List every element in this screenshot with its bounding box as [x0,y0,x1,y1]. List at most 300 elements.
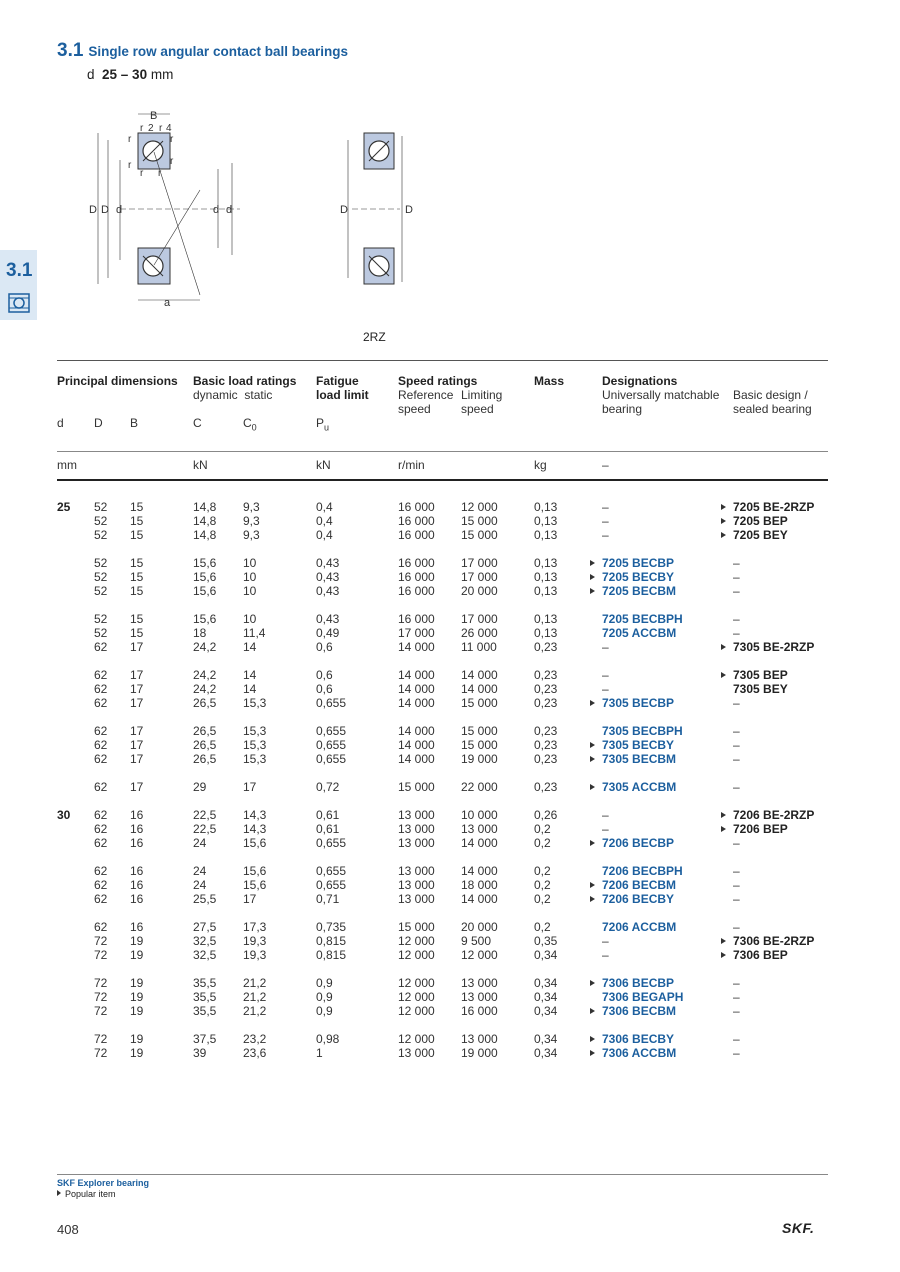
designation-basic: – [733,738,740,752]
cell-c: 15,6 [193,612,217,626]
designation-basic: – [733,570,740,584]
cell-ref: 16 000 [398,528,435,542]
cell-lim: 15 000 [461,528,498,542]
cell-d: 52 [94,556,108,570]
designation-matchable[interactable]: 7306 BECBP [590,976,674,990]
popular-marker-icon [721,812,726,818]
sym-C: C [193,416,202,430]
skf-logo: SKF. [782,1220,815,1236]
cell-pu: 0,655 [316,738,347,752]
cell-b: 17 [130,780,144,794]
cell-lim: 12 000 [461,500,498,514]
cell-c0: 19,3 [243,934,267,948]
popular-marker-icon [590,1008,595,1014]
cell-pu: 0,98 [316,1032,340,1046]
cell-c: 24 [193,836,207,850]
designation-basic[interactable]: 7306 BE-2RZP [721,934,814,948]
popular-marker-icon [721,938,726,944]
cell-c0: 21,2 [243,1004,267,1018]
cell-ref: 14 000 [398,682,435,696]
cell-ref: 13 000 [398,864,435,878]
cell-mass: 0,2 [534,920,551,934]
cell-b: 17 [130,752,144,766]
cell-ref: 15 000 [398,920,435,934]
popular-marker-icon [590,840,595,846]
cell-b: 15 [130,584,144,598]
sym-d: d [57,416,64,430]
cell-c: 39 [193,1046,207,1060]
designation-matchable[interactable]: 7305 BECBP [590,696,674,710]
designation-basic[interactable]: 7305 BEP [721,668,788,682]
cell-b: 17 [130,668,144,682]
cell-d: 62 [94,822,108,836]
cell-c: 35,5 [193,976,217,990]
cell-c0: 23,2 [243,1032,267,1046]
cell-b: 17 [130,682,144,696]
svg-text:r: r [170,156,174,167]
designation-basic[interactable]: 7305 BE-2RZP [721,640,814,654]
cell-c: 26,5 [193,696,217,710]
cell-c0: 15,6 [243,878,267,892]
designation-basic: – [733,892,740,906]
cell-mass: 0,26 [534,808,558,822]
cell-c: 15,6 [193,570,217,584]
header-fatigue: Fatigue load limit [316,374,369,402]
cell-lim: 13 000 [461,1032,498,1046]
designation-matchable[interactable]: 7205 ACCBM [602,626,677,640]
designation-matchable[interactable]: 7306 BECBY [590,1032,674,1046]
cell-lim: 14 000 [461,864,498,878]
cell-c0: 10 [243,570,257,584]
cell-c: 22,5 [193,822,217,836]
cell-pu: 0,72 [316,780,340,794]
cell-c: 37,5 [193,1032,217,1046]
bearing-section-icon [7,291,31,320]
cell-b: 17 [130,696,144,710]
page-header [57,40,348,82]
cell-mass: 0,34 [534,1032,558,1046]
cell-c: 24,2 [193,640,217,654]
cell-d: 62 [94,696,108,710]
cell-d: 72 [94,1004,108,1018]
designation-basic[interactable]: 7306 BEP [721,948,788,962]
subtitle [87,67,348,82]
cell-c0: 9,3 [243,528,260,542]
cell-ref: 14 000 [398,752,435,766]
cell-c0: 14 [243,668,257,682]
units-rule [57,451,828,452]
cell-ref: 13 000 [398,892,435,906]
cell-c: 24,2 [193,668,217,682]
popular-marker-icon [721,504,726,510]
designation-basic[interactable]: 7305 BEY [733,682,788,696]
cell-ref: 16 000 [398,556,435,570]
popular-marker-icon [590,784,595,790]
sym-C0: $C_0$ [243,416,257,433]
designation-basic[interactable]: 7205 BEP [721,514,788,528]
bearing-drawing [80,100,420,325]
svg-text:D: D [101,204,109,216]
cell-pu: 0,815 [316,948,347,962]
designation-matchable: – [602,934,609,948]
cell-lim: 16 000 [461,1004,498,1018]
cell-lim: 17 000 [461,570,498,584]
cell-lim: 17 000 [461,556,498,570]
header-bottom-rule [57,479,828,481]
cell-c: 24 [193,864,207,878]
cell-b: 15 [130,612,144,626]
cell-mass: 0,2 [534,878,551,892]
cell-ref: 14 000 [398,738,435,752]
popular-marker-icon [590,1050,595,1056]
cell-b: 19 [130,934,144,948]
header-principal: Principal dimensions [57,374,178,388]
cell-pu: 0,4 [316,528,333,542]
popular-marker-icon [590,560,595,566]
cell-c0: 21,2 [243,976,267,990]
cell-lim: 14 000 [461,668,498,682]
popular-marker-icon [590,896,595,902]
popular-marker-icon [590,742,595,748]
designation-basic: – [733,696,740,710]
header-designations: Designations Universally matchable bearing [602,374,720,416]
cell-ref: 12 000 [398,976,435,990]
designation-matchable[interactable]: 7206 BECBY [590,892,674,906]
cell-b: 16 [130,878,144,892]
cell-mass: 0,23 [534,682,558,696]
cell-c: 15,6 [193,584,217,598]
popular-marker-icon [590,588,595,594]
cell-c0: 9,3 [243,514,260,528]
cell-d: 72 [94,990,108,1004]
header-basic-load: Basic load ratings dynamic static [193,374,297,402]
designation-matchable[interactable]: 7206 BECBPH [602,864,683,878]
svg-text:a: a [164,297,171,309]
designation-basic[interactable]: 7205 BEY [721,528,788,542]
cell-pu: 0,6 [316,640,333,654]
cell-c0: 11,4 [243,626,266,640]
sym-Pu: $P_u$ [316,416,330,433]
designation-matchable[interactable]: 7305 BECBPH [602,724,683,738]
cell-c: 32,5 [193,934,217,948]
cell-c0: 14,3 [243,822,267,836]
designation-matchable[interactable]: 7305 ACCBM [590,780,676,794]
cell-c0: 17 [243,780,257,794]
cell-mass: 0,13 [534,514,558,528]
cell-lim: 19 000 [461,752,498,766]
cell-pu: 0,9 [316,990,333,1004]
cell-pu: 0,43 [316,612,340,626]
cell-pu: 0,4 [316,514,333,528]
sym-D: D [94,416,103,430]
cell-b: 15 [130,626,144,640]
cell-d: 52 [94,514,108,528]
cell-d: 52 [94,500,108,514]
cell-c0: 9,3 [243,500,260,514]
designation-matchable[interactable]: 7206 BECBP [590,836,674,850]
designation-basic: – [733,1046,740,1060]
designation-matchable[interactable]: 7306 BEGAPH [602,990,684,1004]
designation-matchable[interactable]: 7206 ACCBM [602,920,677,934]
svg-text:B: B [150,110,158,122]
cell-b: 17 [130,640,144,654]
cell-c0: 19,3 [243,948,267,962]
sym-B: B [130,416,139,430]
cell-d: 62 [94,780,108,794]
cell-d: 72 [94,948,108,962]
cell-c0: 23,6 [243,1046,267,1060]
cell-d: 62 [94,864,108,878]
cell-ref: 12 000 [398,948,435,962]
cell-pu: 0,9 [316,1004,333,1018]
designation-matchable: – [602,808,609,822]
designation-matchable[interactable]: 7305 BECBY [590,738,674,752]
cell-ref: 13 000 [398,822,435,836]
cell-d: 62 [94,808,108,822]
cell-mass: 0,23 [534,724,558,738]
cell-ref: 14 000 [398,640,435,654]
cell-pu: 0,655 [316,752,347,766]
cell-pu: 0,61 [316,808,340,822]
cell-lim: 10 000 [461,808,498,822]
cell-pu: 0,655 [316,724,347,738]
popular-marker-icon [57,1190,61,1196]
header-speed: Speed ratings [398,374,478,388]
cell-pu: 0,43 [316,570,340,584]
cell-ref: 12 000 [398,1032,435,1046]
cell-c0: 14 [243,640,257,654]
cell-b: 16 [130,920,144,934]
popular-marker-icon [590,574,595,580]
popular-marker-icon [590,756,595,762]
cell-d: 62 [94,738,108,752]
header-limiting: Limiting speed [461,388,503,416]
cell-c: 26,5 [193,738,217,752]
cell-d: 62 [94,668,108,682]
designation-matchable[interactable]: 7306 BECBM [590,1004,676,1018]
cell-b: 17 [130,738,144,752]
side-tab-number: 3.1 [6,260,33,281]
cell-pu: 0,655 [316,836,347,850]
unit-kN: kN [193,458,208,472]
cell-c: 24 [193,878,207,892]
popular-marker-icon [590,882,595,888]
table-top-rule [57,360,828,361]
cell-lim: 18 000 [461,878,498,892]
cell-d: 72 [94,934,108,948]
cell-lim: 9 500 [461,934,492,948]
svg-text:d: d [213,204,220,216]
cell-d: 62 [94,920,108,934]
cell-mass: 0,13 [534,556,558,570]
cell-mass: 0,13 [534,570,558,584]
popular-marker-icon [721,952,726,958]
cell-c: 26,5 [193,752,217,766]
designation-basic: – [733,626,740,640]
cell-d: 62 [94,640,108,654]
cell-lim: 13 000 [461,976,498,990]
cell-ref: 12 000 [398,990,435,1004]
header-mass: Mass [534,374,565,388]
designation-basic: – [733,976,740,990]
section-number: 3.1 [57,40,84,61]
designation-basic: – [733,878,740,892]
cell-mass: 0,13 [534,626,558,640]
cell-lim: 14 000 [461,836,498,850]
cell-mass: 0,23 [534,640,558,654]
cell-c: 15,6 [193,556,217,570]
popular-marker-icon [721,644,726,650]
cell-d: 52 [94,528,108,542]
designation-basic[interactable]: 7206 BEP [721,822,788,836]
cell-c: 35,5 [193,1004,217,1018]
cell-lim: 13 000 [461,990,498,1004]
cell-ref: 12 000 [398,1004,435,1018]
cell-pu: 0,4 [316,500,333,514]
designation-basic: – [733,612,740,626]
cell-lim: 15 000 [461,724,498,738]
cell-c: 25,5 [193,892,217,906]
cell-c0: 15,6 [243,864,267,878]
designation-matchable: – [602,948,609,962]
unit-kg: kg [534,458,547,472]
cell-pu: 0,61 [316,822,340,836]
cell-b: 16 [130,808,144,822]
cell-ref: 13 000 [398,1046,435,1060]
designation-basic: – [733,724,740,738]
cell-lim: 12 000 [461,948,498,962]
svg-text:r: r [158,168,162,179]
designation-basic: – [733,1004,740,1018]
designation-basic[interactable]: 7205 BE-2RZP [721,500,814,514]
cell-c0: 10 [243,584,257,598]
unit-rmin: r/min [398,458,425,472]
cell-b: 15 [130,556,144,570]
cell-lim: 15 000 [461,696,498,710]
designation-matchable[interactable]: 7206 BECBM [590,878,676,892]
cell-d: 72 [94,1032,108,1046]
designation-matchable: – [602,528,609,542]
cell-pu: 0,43 [316,556,340,570]
designation-matchable[interactable]: 7205 BECBPH [602,612,683,626]
svg-text:d: d [226,204,233,216]
cell-mass: 0,34 [534,1004,558,1018]
cell-d: 72 [94,976,108,990]
cell-d: 30 [57,808,71,822]
footnotes [57,1178,149,1200]
popular-marker-icon [590,1036,595,1042]
designation-matchable[interactable]: 7305 BECBM [590,752,676,766]
cell-c0: 10 [243,612,257,626]
cell-lim: 26 000 [461,626,498,640]
designation-basic: – [733,556,740,570]
cell-d: 62 [94,752,108,766]
designation-matchable[interactable]: 7205 BECBP [590,556,674,570]
designation-matchable[interactable]: 7205 BECBY [590,570,674,584]
popular-marker-icon [721,518,726,524]
section-title: Single row angular contact ball bearings [88,44,348,59]
cell-ref: 12 000 [398,934,435,948]
cell-c: 18 [193,626,207,640]
cell-mass: 0,13 [534,500,558,514]
unit-mm: mm [57,458,77,472]
cell-c: 35,5 [193,990,217,1004]
cell-ref: 13 000 [398,878,435,892]
cell-c: 22,5 [193,808,217,822]
cell-ref: 16 000 [398,584,435,598]
cell-ref: 16 000 [398,612,435,626]
svg-text:r: r [170,134,174,145]
cell-mass: 0,34 [534,948,558,962]
header-reference: Reference speed [398,388,454,416]
cell-b: 15 [130,570,144,584]
cell-b: 16 [130,864,144,878]
cell-c0: 17 [243,892,257,906]
cell-mass: 0,2 [534,822,551,836]
unit-dash: – [602,458,609,472]
designation-matchable: – [602,682,609,696]
svg-text:4: 4 [166,123,172,134]
designation-matchable[interactable]: 7205 BECBM [590,584,676,598]
unit-kN-fatigue: kN [316,458,331,472]
cell-pu: 1 [316,1046,323,1060]
cell-lim: 14 000 [461,682,498,696]
cell-c0: 15,3 [243,724,267,738]
subtitle-unit: mm [150,67,174,82]
cell-c: 27,5 [193,920,217,934]
cell-lim: 19 000 [461,1046,498,1060]
designation-matchable[interactable]: 7306 ACCBM [590,1046,676,1060]
cell-d: 52 [94,612,108,626]
cell-pu: 0,71 [316,892,340,906]
cell-c0: 15,6 [243,836,267,850]
cell-c0: 17,3 [243,920,267,934]
cell-c0: 21,2 [243,990,267,1004]
cell-lim: 20 000 [461,584,498,598]
svg-text:r: r [159,123,163,134]
cell-b: 15 [130,528,144,542]
cell-lim: 15 000 [461,514,498,528]
cell-d: 62 [94,682,108,696]
cell-ref: 13 000 [398,836,435,850]
footnote-popular: Popular item [57,1189,149,1200]
cell-ref: 16 000 [398,500,435,514]
cell-mass: 0,34 [534,1046,558,1060]
side-tab[interactable] [0,250,37,320]
svg-text:D: D [340,204,348,216]
popular-marker-icon [721,672,726,678]
cell-mass: 0,35 [534,934,558,948]
cell-d: 52 [94,626,108,640]
cell-b: 19 [130,1046,144,1060]
cell-mass: 0,13 [534,584,558,598]
cell-c: 32,5 [193,948,217,962]
cell-ref: 16 000 [398,514,435,528]
designation-basic: – [733,780,740,794]
cell-c: 14,8 [193,500,217,514]
cell-mass: 0,34 [534,976,558,990]
cell-mass: 0,34 [534,990,558,1004]
designation-basic[interactable]: 7206 BE-2RZP [721,808,814,822]
cell-pu: 0,655 [316,878,347,892]
cell-lim: 17 000 [461,612,498,626]
cell-lim: 11 000 [461,640,497,654]
cell-b: 19 [130,1032,144,1046]
svg-text:2: 2 [148,123,154,134]
cell-d: 62 [94,878,108,892]
cell-c0: 10 [243,556,257,570]
cell-pu: 0,655 [316,864,347,878]
